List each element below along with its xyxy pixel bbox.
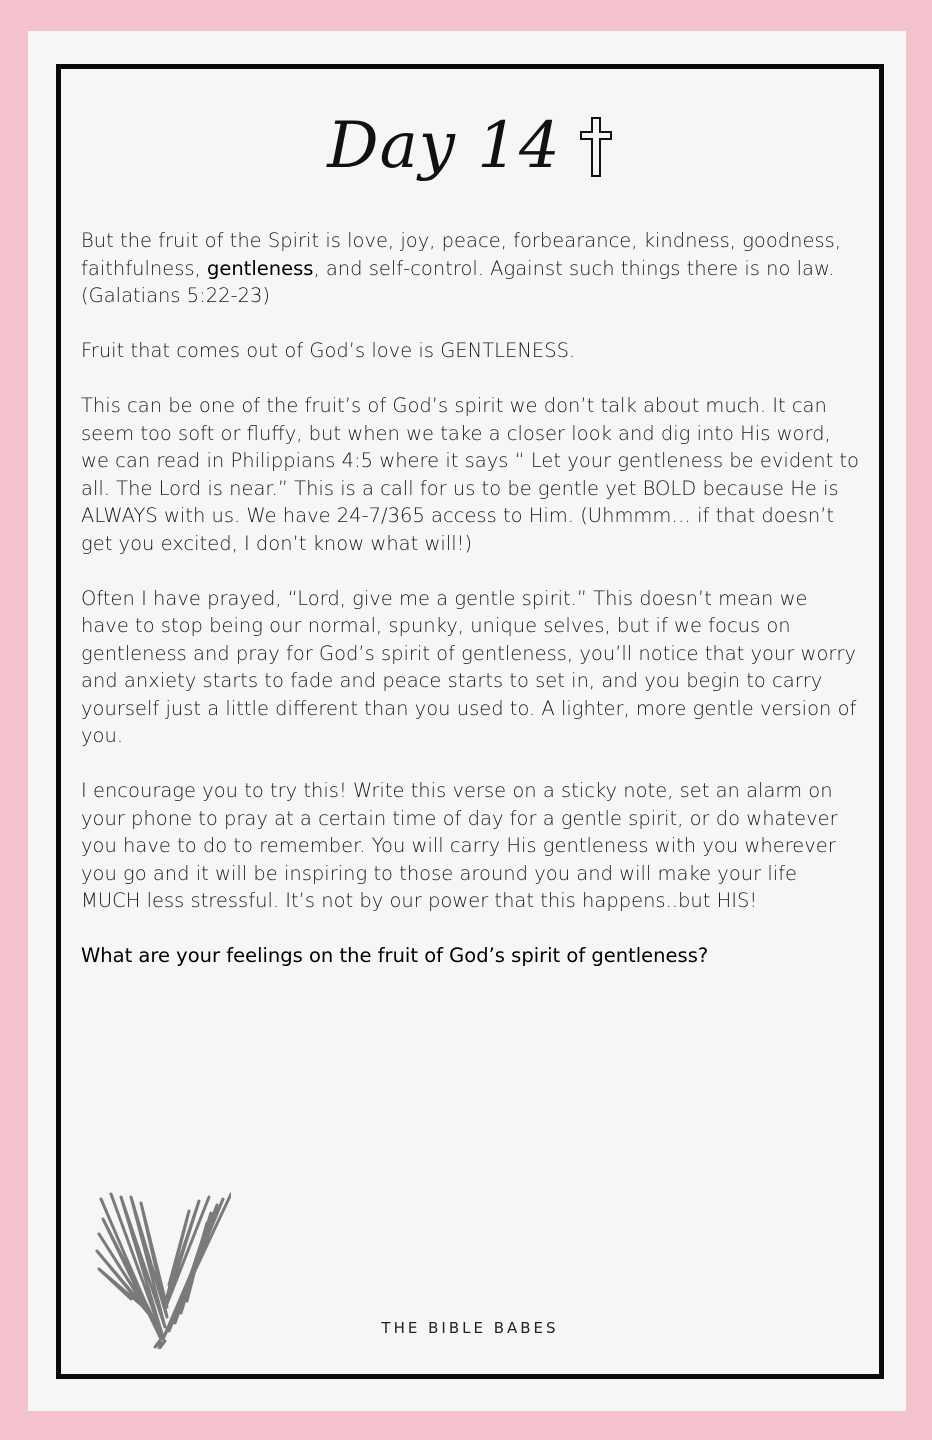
paragraph-2: This can be one of the fruit’s of God’s spirit we don’t talk about much. It can seem too soft or fluffy, but when we take a closer look and dig into His word, we can read in Philippians 4:5 where it says “ Let your gentleness be evident to all. The Lord is near.” This is a call for us to be gentle yet BOLD because He is ALWAYS with us. We have 24-7/365 access to Him. (Uhmmm… if that doesn’t get you excited, I don’t know what will!)	[81, 394, 859, 555]
verse-text-part1: But the fruit of the Spirit is love, joy, peace, forbearance, kindness, goodness, faithfulness,	[81, 229, 842, 280]
cross-outline-icon	[579, 116, 613, 182]
brand-footer: THE BIBLE BABES	[381, 1319, 559, 1337]
verse-paragraph	[81, 227, 861, 310]
devotional-text	[81, 227, 861, 997]
content-frame	[56, 64, 884, 1379]
paragraph-3: Often I have prayed, “Lord, give me a gentle spirit.” This doesn’t mean we have to stop being our normal, spunky, unique selves, but if we focus on gentleness and pray for God’s spirit of gentleness, you’ll notice that your worry and anxiety starts to fade and peace starts to set in, and you begin to carry yourself just a little different than you used to. A lighter, more gentle version of you.	[81, 586, 857, 747]
paragraph-1: Fruit that comes out of God’s love is GENTLENESS.	[81, 339, 576, 362]
title-row	[61, 91, 879, 201]
page-title: Day 14	[327, 109, 561, 183]
verse-highlight: gentleness	[206, 256, 314, 280]
paragraph-4: I encourage you to try this! Write this verse on a sticky note, set an alarm on your phone to pray at a certain time of day for a gentle spirit, or do whatever you have to do to remember. You will carry His gentleness with you wherever you go and it will be inspiring to those around you and will make your life MUCH less stressful. It’s not by our power that this happens..but HIS!	[81, 779, 838, 912]
verse-text-part2: , and self-control. Against such things there is no law. (Galatians 5:22-23)	[81, 256, 835, 307]
reflection-question: What are your feelings on the fruit of God’s spirit of gentleness?	[81, 944, 709, 967]
